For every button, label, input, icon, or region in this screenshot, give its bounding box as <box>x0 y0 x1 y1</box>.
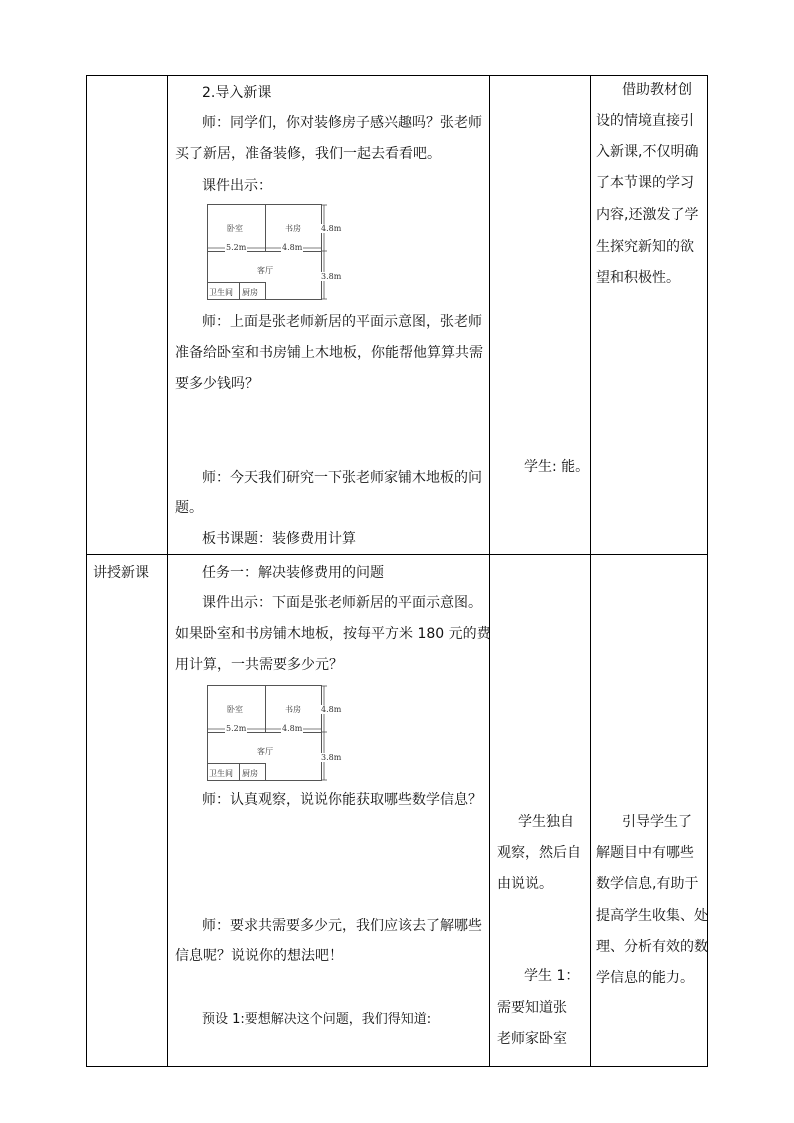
study-width-label: 4.8m <box>282 243 303 252</box>
bedroom-width-label: 5.2m <box>226 243 247 252</box>
top-height-label: 4.8m <box>321 224 342 233</box>
student-response: 学生: 能。 <box>524 459 590 475</box>
courseware-line: 课件出示：下面是张老师新居的平面示意图。 <box>202 595 482 611</box>
courseware-label: 课件出示： <box>202 178 272 194</box>
intent-line: 生探究新知的欲 <box>596 239 694 255</box>
living-label: 客厅 <box>257 747 273 756</box>
row-divider <box>86 554 708 555</box>
section-label: 讲授新课 <box>93 565 149 581</box>
student-line: 观察，然后自 <box>497 845 581 861</box>
floor-plan-diagram <box>207 685 347 781</box>
intent-line: 内容,还激发了学 <box>596 207 699 223</box>
table-left-border <box>86 75 87 1067</box>
bedroom-label: 卧室 <box>227 705 243 714</box>
teacher-paragraph-line: 要多少钱吗？ <box>175 376 259 392</box>
intro-heading: 2.导入新课 <box>202 85 272 101</box>
intro-paragraph-line: 师：同学们，你对装修房子感兴趣吗？张老师 <box>202 115 482 131</box>
bathroom-label: 卫生间 <box>209 288 233 297</box>
floor-plan-diagram <box>207 204 347 300</box>
teacher-paragraph-line: 准备给卧室和书房铺上木地板，你能帮他算算共需 <box>175 345 483 361</box>
column-divider-3 <box>590 75 591 1067</box>
student-line: 需要知道张 <box>497 1000 567 1016</box>
preset-line: 预设 1:要想解决这个问题，我们得知道: <box>202 1012 432 1027</box>
intent-line: 提高学生收集、处 <box>596 908 708 924</box>
intent-line: 望和积极性。 <box>596 270 680 286</box>
bottom-height-label: 3.8m <box>321 753 342 762</box>
column-divider-2 <box>489 75 490 1067</box>
dimension-lines <box>207 685 347 781</box>
bedroom-label: 卧室 <box>227 224 243 233</box>
intent-line: 解题目中有哪些 <box>596 845 694 861</box>
intent-line: 理、分析有效的数 <box>596 939 708 955</box>
column-divider-1 <box>167 75 168 1067</box>
study-width-label: 4.8m <box>282 724 303 733</box>
teacher-paragraph-line: 师：上面是张老师新居的平面示意图，张老师 <box>202 314 482 330</box>
intro-paragraph-line: 买了新居，准备装修，我们一起去看看吧。 <box>175 146 441 162</box>
board-title: 板书课题：装修费用计算 <box>202 531 356 547</box>
top-height-label: 4.8m <box>321 705 342 714</box>
intent-line: 借助教材创 <box>622 82 692 98</box>
courseware-line: 如果卧室和书房铺木地板，按每平方米 180 元的费 <box>175 626 491 642</box>
student-line: 学生独自 <box>518 814 574 830</box>
student-line: 老师家卧室 <box>497 1031 567 1047</box>
student-line: 学生 1： <box>524 968 580 984</box>
teacher-paragraph-line: 师：今天我们研究一下张老师家铺木地板的问 <box>202 470 482 486</box>
bottom-height-label: 3.8m <box>321 272 342 281</box>
intent-line: 了本节课的学习 <box>596 175 694 191</box>
teacher-question: 师：认真观察，说说你能获取哪些数学信息？ <box>202 792 482 808</box>
table-top-border <box>86 75 708 76</box>
bathroom-label: 卫生间 <box>209 769 233 778</box>
study-label: 书房 <box>285 224 301 233</box>
intent-line: 学信息的能力。 <box>596 970 694 986</box>
task-heading: 任务一：解决装修费用的问题 <box>202 565 384 581</box>
study-label: 书房 <box>285 705 301 714</box>
teacher-question-line: 信息呢？说说你的想法吧！ <box>175 948 343 964</box>
intent-line: 数学信息,有助于 <box>596 876 699 892</box>
kitchen-label: 厨房 <box>242 769 258 778</box>
student-line: 由说说。 <box>497 876 553 892</box>
table-bottom-border <box>86 1066 708 1067</box>
teacher-paragraph-line: 题。 <box>175 500 203 516</box>
kitchen-label: 厨房 <box>242 288 258 297</box>
dimension-lines <box>207 204 347 300</box>
intent-line: 设的情境直接引 <box>596 113 694 129</box>
intent-line: 引导学生了 <box>622 814 692 830</box>
courseware-line: 用计算，一共需要多少元？ <box>175 657 343 673</box>
teacher-question-line: 师：要求共需要多少元，我们应该去了解哪些 <box>202 918 482 934</box>
bedroom-width-label: 5.2m <box>226 724 247 733</box>
living-label: 客厅 <box>257 266 273 275</box>
intent-line: 入新课,不仅明确 <box>596 144 699 160</box>
